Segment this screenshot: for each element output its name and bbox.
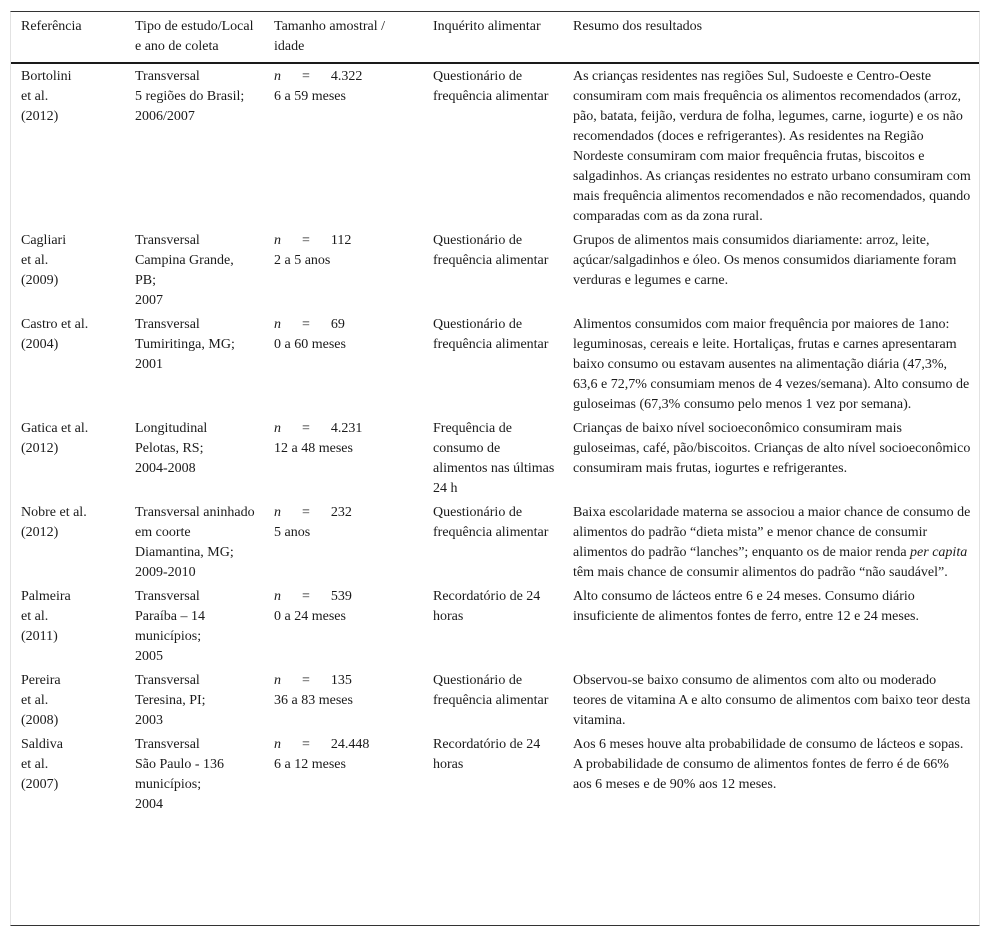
cell-sample bbox=[264, 313, 423, 417]
sample-n-line: n = 112 bbox=[274, 233, 352, 248]
summary-italic: per capita bbox=[910, 545, 968, 560]
table-row bbox=[11, 229, 979, 313]
header-reference: Referência bbox=[11, 12, 125, 63]
cell-study-type: Longitudinal Pelotas, RS; 2004-2008 bbox=[135, 421, 208, 476]
cell-sample bbox=[264, 417, 423, 501]
sample-age: 0 a 24 meses bbox=[274, 609, 346, 624]
n-symbol: n bbox=[274, 505, 281, 520]
sample-age: 6 a 12 meses bbox=[274, 757, 346, 772]
table-body bbox=[11, 63, 979, 817]
sample-size-value: 135 bbox=[330, 673, 352, 688]
sample-age: 0 a 60 meses bbox=[274, 337, 346, 352]
cell-summary: Crianças de baixo nível socioeconômico consumiram mais guloseimas, café, pão/biscoitos. Crianças de alto nível socioeconômico consumiram mais frutas, iogurtes e refrigerantes. bbox=[573, 421, 971, 476]
cell-reference: Pereira et al. (2008) bbox=[21, 673, 61, 728]
header-row bbox=[11, 12, 979, 63]
table-row bbox=[11, 585, 979, 669]
cell-summary: Observou-se baixo consumo de alimentos com alto ou moderado teores de vitamina A e alto consumo de alimentos com baixo teor desta vitamina. bbox=[573, 673, 971, 728]
cell-reference: Palmeira et al. (2011) bbox=[21, 589, 71, 644]
cell-survey: Questionário de frequência alimentar bbox=[433, 69, 549, 104]
header-study-type: Tipo de estudo/Local e ano de coleta bbox=[125, 12, 264, 63]
sample-age: 5 anos bbox=[274, 525, 311, 540]
cell-summary: Alto consumo de lácteos entre 6 e 24 meses. Consumo diário insuficiente de alimentos fontes de ferro, entre 12 e 24 meses. bbox=[573, 589, 919, 624]
sample-age: 6 a 59 meses bbox=[274, 89, 346, 104]
sample-n-line: n = 135 bbox=[274, 673, 352, 688]
header-food-survey: Inquérito alimentar bbox=[423, 12, 563, 63]
table-row bbox=[11, 313, 979, 417]
cell-study-type: Transversal 5 regiões do Brasil; 2006/2007 bbox=[135, 69, 245, 124]
cell-sample bbox=[264, 229, 423, 313]
n-symbol: n bbox=[274, 589, 281, 604]
sample-n-line: n = 24.448 bbox=[274, 737, 370, 752]
cell-survey: Recordatório de 24 horas bbox=[433, 737, 541, 772]
sample-size-value: 112 bbox=[330, 233, 352, 248]
cell-summary bbox=[563, 501, 979, 585]
table-row bbox=[11, 63, 979, 229]
table-header bbox=[11, 12, 979, 63]
cell-study-type: Transversal Campina Grande, PB; 2007 bbox=[135, 233, 234, 308]
cell-reference: Nobre et al. (2012) bbox=[21, 505, 87, 540]
sample-age: 36 a 83 meses bbox=[274, 693, 353, 708]
sample-n-line: n = 4.231 bbox=[274, 421, 363, 436]
studies-table bbox=[11, 12, 979, 817]
sample-size-value: 539 bbox=[330, 589, 352, 604]
table-row bbox=[11, 733, 979, 817]
sample-n-line: n = 539 bbox=[274, 589, 352, 604]
sample-size-value: 69 bbox=[330, 317, 345, 332]
cell-summary: Grupos de alimentos mais consumidos diariamente: arroz, leite, açúcar/salgadinhos e óleo. Os menos consumidos diariamente foram verduras e legumes e carne. bbox=[573, 233, 957, 288]
n-symbol: n bbox=[274, 317, 281, 332]
cell-study-type: Transversal São Paulo - 136 municípios; 2004 bbox=[135, 737, 225, 812]
header-results-summary: Resumo dos resultados bbox=[563, 12, 979, 63]
cell-sample bbox=[264, 669, 423, 733]
n-symbol: n bbox=[274, 69, 281, 84]
cell-study-type: Transversal Paraíba – 14 municípios; 2005 bbox=[135, 589, 205, 664]
cell-reference: Bortolini et al. (2012) bbox=[21, 69, 72, 124]
cell-summary: Alimentos consumidos com maior frequência por maiores de 1ano: leguminosas, cereais e leite. Hortaliças, frutas e carnes apresentaram baixo consumo ou estavam ausentes na alimentação diária (47,3%, 63,6 e 72,7% consumiam menos de 4 vezes/semana). Alto consumo de guloseimas (67,3% consumo pelo menos 1 vez por semana). bbox=[573, 317, 970, 412]
summary-text: têm mais chance de consumir alimentos do padrão “não saudável”. bbox=[573, 565, 948, 580]
sample-age: 2 a 5 anos bbox=[274, 253, 331, 268]
header-sample-size: Tamanho amostral / idade bbox=[264, 12, 423, 63]
sample-size-value: 232 bbox=[330, 505, 352, 520]
sample-size-value: 4.231 bbox=[330, 421, 363, 436]
table-row bbox=[11, 501, 979, 585]
cell-summary: As crianças residentes nas regiões Sul, Sudoeste e Centro-Oeste consumiram com mais frequência os alimentos recomendados (arroz, pão, batata, feijão, verdura de folha, legumes, carne, iogurte) e os não recomendados (doces e refrigerantes). As residentes na Região Nordeste consumiram com maior frequência frutas, biscoitos e salgadinhos. As crianças residentes no estrato urbano consumiram com mais frequência alimentos recomendados e não recomendados, quando comparadas com as da zona rural. bbox=[573, 69, 971, 224]
cell-reference: Cagliari et al. (2009) bbox=[21, 233, 67, 288]
cell-study-type: Transversal Tumiritinga, MG; 2001 bbox=[135, 317, 235, 372]
cell-study-type: Transversal aninhado em coorte Diamantina, MG; 2009-2010 bbox=[135, 505, 255, 580]
table-row bbox=[11, 669, 979, 733]
cell-reference: Castro et al. (2004) bbox=[21, 317, 89, 352]
cell-reference: Saldiva et al. (2007) bbox=[21, 737, 63, 792]
cell-survey: Questionário de frequência alimentar bbox=[433, 505, 549, 540]
cell-survey: Questionário de frequência alimentar bbox=[433, 673, 549, 708]
sample-size-value: 4.322 bbox=[330, 69, 363, 84]
summary-text: Baixa escolaridade materna se associou a maior chance de consumo de alimentos do padrão “dieta mista” e menor chance de consumir alimentos do padrão “lanches”; enquanto os de maior renda bbox=[573, 505, 971, 560]
cell-sample bbox=[264, 501, 423, 585]
cell-sample bbox=[264, 63, 423, 229]
n-symbol: n bbox=[274, 673, 281, 688]
sample-n-line: n = 69 bbox=[274, 317, 345, 332]
cell-study-type: Transversal Teresina, PI; 2003 bbox=[135, 673, 206, 728]
cell-sample bbox=[264, 585, 423, 669]
table-row bbox=[11, 417, 979, 501]
cell-survey: Recordatório de 24 horas bbox=[433, 589, 541, 624]
cell-summary: Aos 6 meses houve alta probabilidade de consumo de lácteos e sopas. A probabilidade de consumo de alimentos fontes de ferro é de 66% aos 6 meses e de 90% aos 12 meses. bbox=[573, 737, 964, 792]
cell-survey: Questionário de frequência alimentar bbox=[433, 233, 549, 268]
n-symbol: n bbox=[274, 737, 281, 752]
n-symbol: n bbox=[274, 421, 281, 436]
cell-reference: Gatica et al. (2012) bbox=[21, 421, 89, 456]
n-symbol: n bbox=[274, 233, 281, 248]
cell-sample bbox=[264, 733, 423, 817]
sample-n-line: n = 4.322 bbox=[274, 69, 363, 84]
sample-size-value: 24.448 bbox=[330, 737, 370, 752]
cell-survey: Frequência de consumo de alimentos nas últimas 24 h bbox=[433, 421, 555, 496]
cell-survey: Questionário de frequência alimentar bbox=[433, 317, 549, 352]
sample-age: 12 a 48 meses bbox=[274, 441, 353, 456]
sample-n-line: n = 232 bbox=[274, 505, 352, 520]
